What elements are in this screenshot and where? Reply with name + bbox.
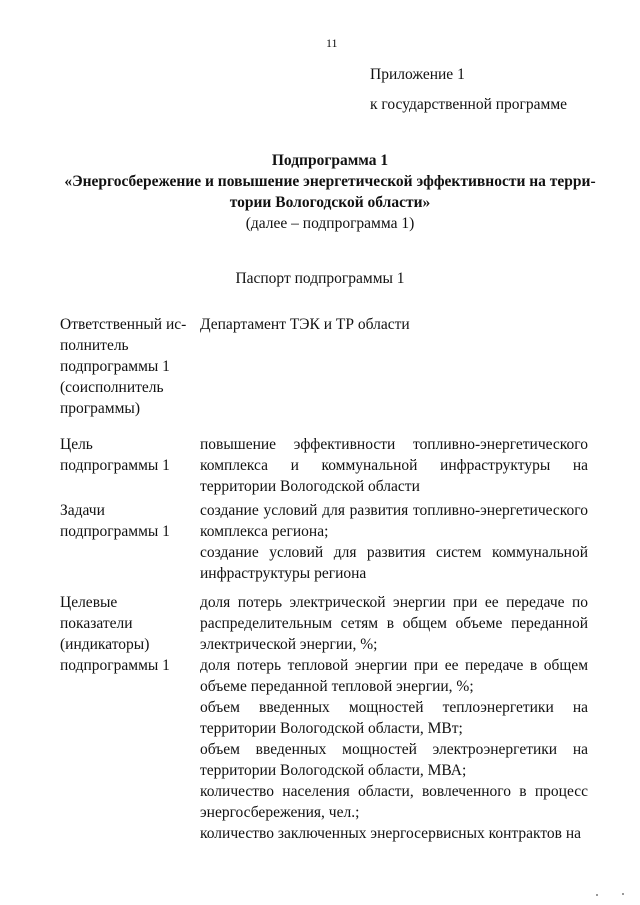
row-label-line: подпрограммы 1 — [60, 457, 170, 474]
row-content — [200, 314, 588, 335]
row-label-line: подпрограммы 1 — [60, 523, 170, 540]
row-item: количество населения области, вовлеченного в процесс энергосбережения, чел.; — [200, 783, 588, 821]
appendix-line-2: к государственной программе — [370, 96, 568, 113]
appendix-line-1: Приложение 1 — [370, 66, 465, 83]
row-label-line: подпрограммы 1 — [60, 358, 170, 375]
subprogram-subtitle-line-1: «Энергосбережение и повышение энергетической эффективности на терри- — [64, 173, 596, 190]
row-content — [200, 500, 588, 584]
row-label-line: показатели — [60, 615, 133, 632]
row-item: доля потерь тепловой энергии при ее передаче в общем объеме переданной тепловой энергии, %; — [200, 657, 588, 695]
scan-speck — [622, 893, 624, 895]
subprogram-subtitle-line-2: тории Вологодской области» — [229, 194, 431, 211]
passport-title: Паспорт подпрограммы 1 — [235, 270, 405, 287]
row-item: количество заключенных энергосервисных контрактов на — [200, 825, 582, 842]
row-item: создание условий для развития систем коммунальной инфраструктуры региона — [200, 544, 588, 582]
row-label-line: программы) — [60, 400, 140, 417]
row-item: объем введенных мощностей теплоэнергетики на территории Вологодской области, МВт; — [200, 699, 588, 737]
row-content — [200, 592, 588, 844]
row-content — [200, 434, 588, 497]
subprogram-title: Подпрограмма 1 — [271, 152, 389, 169]
page-number: 11 — [326, 36, 338, 50]
row-label — [60, 592, 188, 676]
row-label — [60, 500, 188, 542]
row-label-line: Целевые — [60, 594, 118, 611]
subprogram-heading — [40, 150, 620, 234]
scan-speck — [596, 894, 598, 896]
row-label-line: подпрограммы 1 — [60, 657, 170, 674]
row-label-line: Цель — [60, 436, 93, 453]
row-label-line: Ответственный ис- — [60, 316, 187, 333]
row-item: Департамент ТЭК и ТР области — [200, 316, 410, 333]
row-label — [60, 434, 188, 476]
row-item: создание условий для развития топливно-энергетического комплекса региона; — [200, 502, 588, 540]
row-item: объем введенных мощностей электроэнергетики на территории Вологодской области, МВА; — [200, 741, 588, 779]
subprogram-note: (далее – подпрограмма 1) — [245, 215, 415, 232]
row-label — [60, 314, 188, 419]
row-label-line: (индикаторы) — [60, 636, 150, 653]
row-label-line: Задачи — [60, 502, 105, 519]
row-label-line: (соисполнитель — [60, 379, 164, 396]
row-item: повышение эффективности топливно-энергетического комплекса и коммунальной инфраструктуры на территории Вологодской области — [200, 436, 588, 495]
row-label-line: полнитель — [60, 337, 129, 354]
row-item: доля потерь электрической энергии при ее передаче по распределительным сетям в общем объеме переданной электрической энергии, %; — [200, 594, 588, 653]
